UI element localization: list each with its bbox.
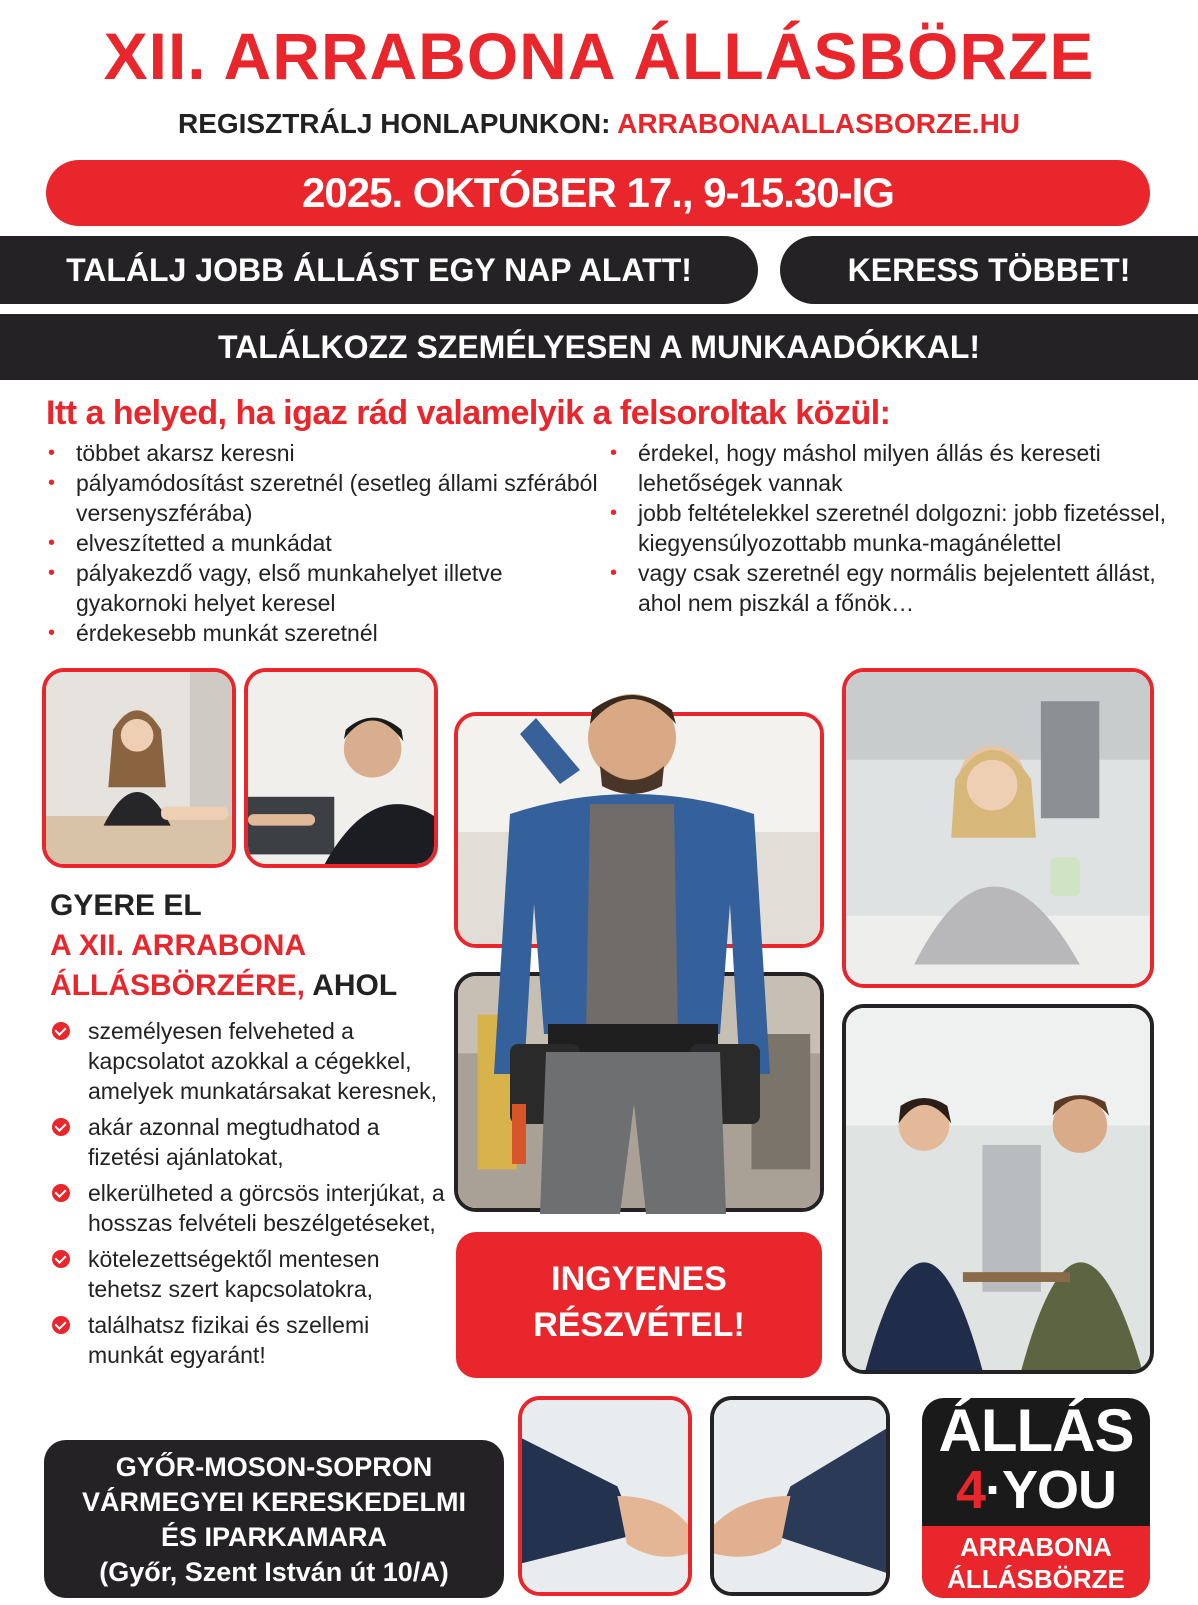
check-icon	[52, 1250, 70, 1268]
list-item: • többet akarsz keresni	[46, 438, 606, 468]
logo-you: YOU	[1002, 1460, 1117, 1520]
intro-heading: Itt a helyed, ha igaz rád valamelyik a felsoroltak közül:	[46, 394, 891, 432]
check-icon	[52, 1184, 70, 1202]
photo-fair-conversation	[842, 1004, 1154, 1374]
chamber-line-3: ÉS IPARKAMARA	[160, 1522, 387, 1552]
earn-more-bar: KERESS TÖBBET!	[780, 236, 1198, 304]
come-line-1: GYERE EL	[50, 889, 202, 922]
logo-line-4: ÁLLÁSBÖRZE	[947, 1564, 1125, 1594]
come-line-2: A XII. ARRABONA	[50, 929, 307, 962]
list-item: • pályakezdő vagy, első munkahelyet illetve gyakornoki helyet keresel	[46, 558, 606, 618]
logo-line-1: ÁLLÁS	[938, 1398, 1134, 1464]
benefits-list	[50, 1016, 450, 1376]
free-line-2: RÉSZVÉTEL!	[533, 1306, 745, 1344]
chamber-line-2: VÁRMEGYEI KERESKEDELMI	[81, 1487, 467, 1517]
list-item: • érdekel, hogy máshol milyen állás és kereseti lehetőségek vannak	[608, 438, 1168, 498]
registration-url[interactable]: ARRABONAALLASBORZE.HU	[617, 108, 1021, 139]
logo-number: 4	[955, 1460, 986, 1520]
photo-interview-man	[244, 668, 438, 868]
list-item: • pályamódosítást szeretnél (esetleg állami szférából versenyszférába)	[46, 468, 606, 528]
list-item: személyesen felveheted a kapcsolatot azokkal a cégekkel, amelyek munkatársakat keresnek,	[50, 1016, 450, 1106]
come-line-3-red: ÁLLÁSBÖRZÉRE,	[50, 969, 305, 1002]
logo-line-2	[922, 1462, 1150, 1518]
allas4you-logo	[922, 1398, 1150, 1598]
logo-dot: ·	[985, 1460, 1002, 1520]
list-item: kötelezettségektől mentesen tehetsz szert kapcsolatokra,	[50, 1244, 450, 1304]
registration-prefix: REGISZTRÁLJ HONLAPUNKON:	[177, 108, 618, 139]
photo-handshake-right	[710, 1396, 890, 1596]
free-line-1: INGYENES	[551, 1260, 727, 1298]
list-item: • vagy csak szeretnél egy normális bejelentett állást, ahol nem piszkál a főnök…	[608, 558, 1168, 618]
free-participation-badge	[456, 1232, 822, 1378]
list-item: elkerülheted a görcsös interjúkat, a hosszas felvételi beszélgetéseket,	[50, 1178, 450, 1238]
logo-footer	[922, 1526, 1150, 1598]
check-icon	[52, 1316, 70, 1334]
chamber-info-box	[44, 1440, 504, 1598]
intro-list-right	[608, 438, 1168, 618]
come-heading	[50, 886, 397, 1006]
check-icon	[52, 1022, 70, 1040]
find-job-bar: TALÁLJ JOBB ÁLLÁST EGY NAP ALATT!	[0, 236, 758, 304]
logo-line-3: ARRABONA	[960, 1532, 1112, 1562]
event-date-banner: 2025. OKTÓBER 17., 9-15.30-IG	[46, 160, 1150, 226]
check-icon	[52, 1118, 70, 1136]
chamber-address: (Győr, Szent István út 10/A)	[99, 1557, 449, 1587]
chamber-line-1: GYŐR-MOSON-SOPRON	[115, 1452, 433, 1482]
list-item: akár azonnal megtudhatod a fizetési ajánlatokat,	[50, 1112, 450, 1172]
list-item: • érdekesebb munkát szeretnél	[46, 618, 606, 648]
list-item: • elveszítetted a munkádat	[46, 528, 606, 558]
intro-list-left	[46, 438, 606, 648]
photo-worker	[440, 674, 824, 1214]
meet-employers-bar: TALÁLKOZZ SZEMÉLYESEN A MUNKAADÓKKAL!	[0, 314, 1198, 380]
list-item: • jobb feltételekkel szeretnél dolgozni: jobb fizetéssel, kiegyensúlyozottabb munka-magánélettel	[608, 498, 1168, 558]
event-title: XII. ARRABONA ÁLLÁSBÖRZE	[103, 19, 1095, 93]
photo-office-woman	[842, 668, 1154, 988]
registration-line	[0, 108, 1198, 140]
come-line-3-dark: AHOL	[305, 969, 398, 1002]
list-item: találhatsz fizikai és szellemi munkát egyaránt!	[50, 1310, 450, 1370]
photo-handshake-left	[518, 1396, 692, 1596]
photo-interview-woman	[42, 668, 236, 868]
